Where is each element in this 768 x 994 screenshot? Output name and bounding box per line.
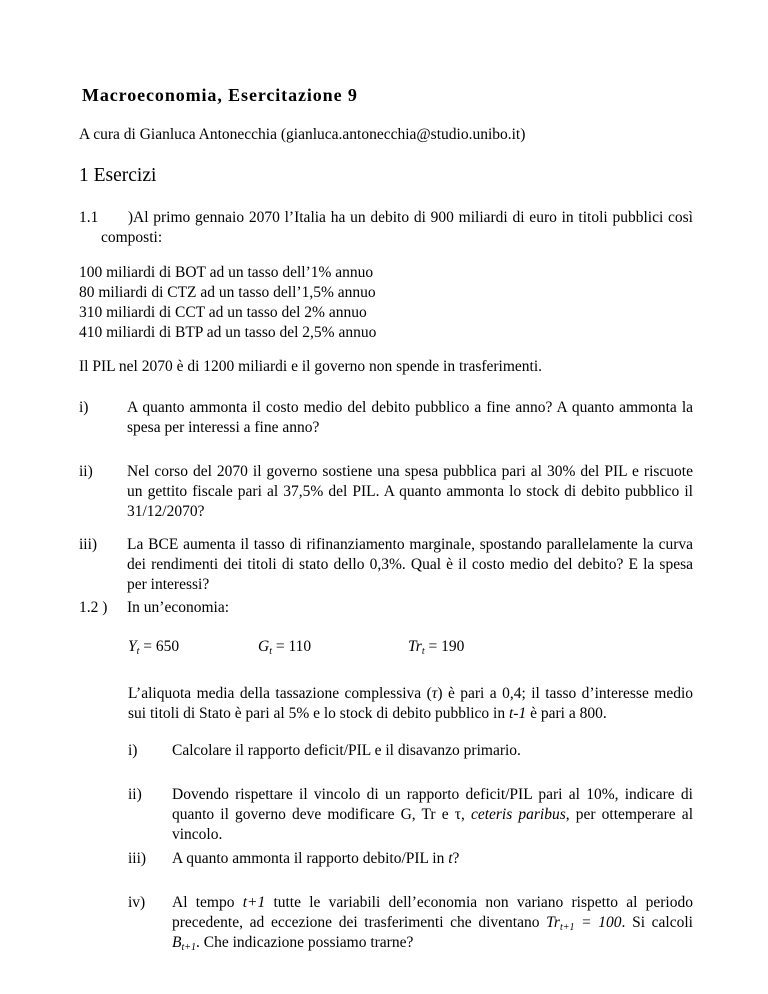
question-label: i): [128, 742, 138, 759]
exercise-2-intro: [79, 598, 229, 618]
bond-item: 310 miliardi di CCT ad un tasso del 2% annuo: [79, 304, 367, 321]
bond-item: 80 miliardi di CTZ ad un tasso dell’1,5% annuo: [79, 284, 376, 301]
question-text: Al tempo t+1 tutte le variabili dell’economia non variano rispetto al periodo precedente, ad eccezione dei trasferimenti che diventano $Tr_{t+1} = 100$. Si calcoli $B_{t+1}$. Che indicazione possiamo trarne?: [172, 894, 693, 953]
question-text: Calcolare il rapporto deficit/PIL e il disavanzo primario.: [172, 742, 521, 759]
equation-tr: $Tr_t = 190$: [408, 638, 465, 657]
exercise-2-paragraph: L’aliquota media della tassazione complessiva (τ) è pari a 0,4; il tasso d’interesse medio sui titoli di Stato è pari al 5% e lo stock di debito pubblico in t-1 è pari a 800.: [128, 685, 693, 722]
question-text: A quanto ammonta il costo medio del debito pubblico a fine anno? A quanto ammonta la spesa per interessi a fine anno?: [127, 399, 693, 436]
exercise-1-number: 1.1 ): [79, 209, 133, 226]
page-title: Macroeconomia, Esercitazione 9: [82, 85, 358, 105]
exercise-2-number: 1.2 ): [79, 599, 108, 616]
author-line: A cura di Gianluca Antonecchia (gianluca.antonecchia@studio.unibo.it): [79, 126, 526, 143]
exercise-1-first-line: [79, 208, 693, 228]
question-label: iii): [128, 850, 147, 867]
bond-item: 410 miliardi di BTP ad un tasso del 2,5% annuo: [79, 324, 377, 341]
exercise-1-intro-cont: composti:: [101, 229, 163, 246]
bond-list: [79, 263, 376, 343]
pil-note: Il PIL nel 2070 è di 1200 miliardi e il governo non spende in trasferimenti.: [79, 358, 543, 375]
exercise-1-intro-text: Al primo gennaio 2070 l’Italia ha un debito di 900 miliardi di euro in titoli pubblici così: [133, 209, 693, 226]
question-label: iii): [79, 536, 98, 553]
bond-item: 100 miliardi di BOT ad un tasso dell’1% annuo: [79, 264, 374, 281]
section-heading: 1 Esercizi: [79, 165, 157, 186]
equation-y: $Y_t = 650$: [128, 638, 180, 657]
question-text: Nel corso del 2070 il governo sostiene una spesa pubblica pari al 30% del PIL e riscuote un gettito fiscale pari al 37,5% del PIL. A quanto ammonta lo stock di debito pubblico il 31/12/2070?: [127, 463, 693, 520]
equation-g: $G_t = 110$: [258, 638, 312, 657]
question-text: A quanto ammonta il rapporto debito/PIL in t?: [172, 850, 460, 867]
question-label: ii): [79, 463, 93, 480]
exercise-2-intro-text: In un’economia:: [127, 599, 230, 616]
question-label: i): [79, 399, 89, 416]
exercise-1-intro: [79, 208, 693, 248]
question-text: Dovendo rispettare il vincolo di un rapporto deficit/PIL pari al 10%, indicare di quanto il governo deve modificare G, Tr e τ, ceteris paribus, per ottemperare al vincolo.: [172, 786, 693, 843]
question-label: ii): [128, 786, 142, 803]
question-label: iv): [128, 894, 146, 911]
question-text: La BCE aumenta il tasso di rifinanziamento marginale, spostando parallelamente la curva dei rendimenti dei titoli di stato dello 0,3%. Qual è il costo medio del debito? E la spesa per interessi?: [127, 536, 693, 593]
